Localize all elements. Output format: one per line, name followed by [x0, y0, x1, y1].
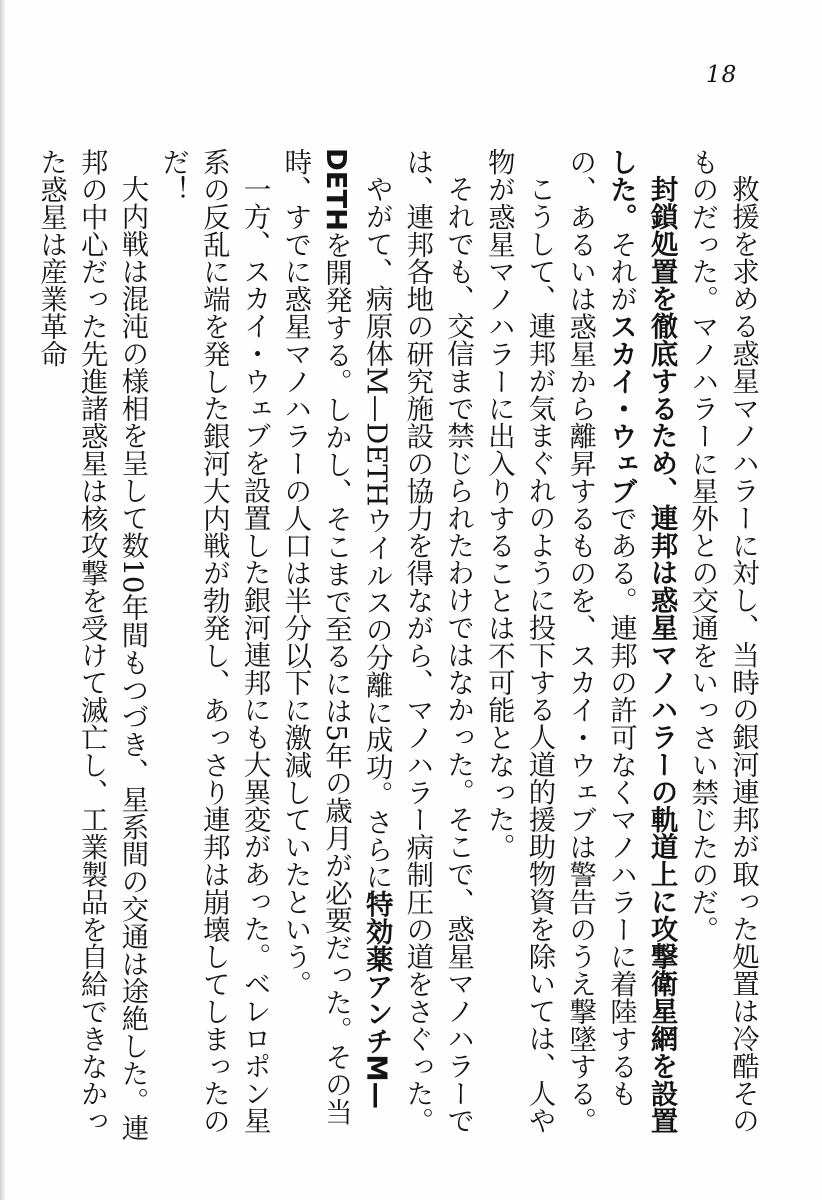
bold-text: スカイ・ウェブ	[604, 312, 636, 505]
page-edge-shadow	[0, 0, 6, 1200]
paragraph-6	[151, 148, 273, 1148]
paragraph-text: それが	[604, 230, 636, 313]
bold-text: 封鎖処置を徹底するため、連邦は惑星マノハラーの軌道上に攻撃衛星網を設置した。	[604, 148, 677, 1135]
paragraph-7	[29, 148, 151, 1148]
page-number: 18	[706, 62, 738, 88]
vertical-body-text	[29, 148, 762, 1148]
paragraph-text: やがて、病原体M—DETHウイルスの分離に成功。さらに	[360, 175, 392, 891]
paragraph-text: 大内戦は混沌の様相を呈して数10年間もつづき、星系間の交通は途絶した。連邦の中心だった先進諸惑星は核攻撃を受けて滅亡し、工業製品を自給できなかった惑星は産業革命	[35, 148, 148, 1142]
paragraph-text: こうして、連邦が気まぐれのように投下する人道的援助物資を除いては、人や物が惑星マノハラーに出入りすることは不可能となった。	[482, 148, 555, 1135]
paragraph-text: である。連邦の許可なくマノハラーに着陸するもの、あるいは惑星から離昇するものを、スカイ・ウェブは警告のうえ撃墜する。	[564, 148, 636, 1135]
paragraph-1	[681, 148, 762, 1148]
paragraph-4	[396, 148, 477, 1148]
paragraph-text: それでも、交信まで禁じられたわけではなかった。そこで、惑星マノハラーでは、連邦各地の研究施設の協力を得ながら、マノハラー病制圧の道をさぐった。	[401, 148, 474, 1135]
paragraph-2	[558, 148, 680, 1148]
paragraph-text: 救援を求める惑星マノハラーに対し、当時の銀河連邦が取った処置は冷酷そのものだった。マノハラーに星外との交通をいっさい禁じたのだ。	[686, 148, 758, 1135]
paragraph-5	[274, 148, 396, 1148]
paragraph-text: を開発する。しかし、そこまで至るには5年の歳月が必要だった。その当時、すでに惑星マノハラーの人口は半分以下に激減していたという。	[279, 148, 351, 1126]
paragraph-3	[477, 148, 558, 1148]
bold-text: 特効薬アンチM—DETH	[319, 148, 392, 1110]
paragraph-text: 一方、スカイ・ウェブを設置した銀河連邦にも大異変があった。ベレロポン星系の反乱に端を発した銀河大内戦が勃発し、あっさり連邦は崩壊してしまったのだ！	[157, 148, 270, 1135]
